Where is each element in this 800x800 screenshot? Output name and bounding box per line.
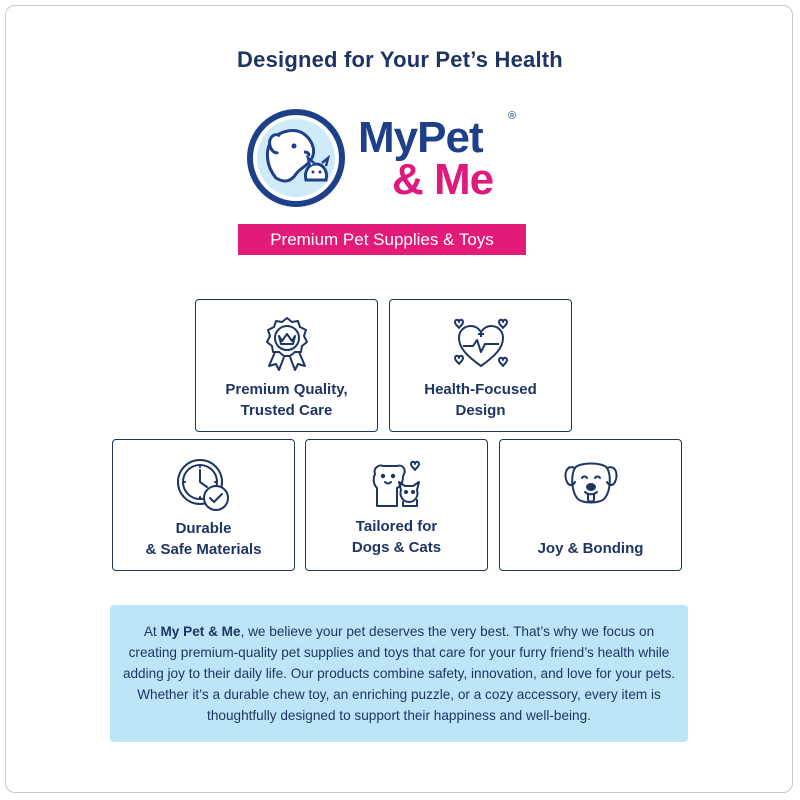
feature-label: Durable & Safe Materials bbox=[145, 520, 262, 558]
registered-mark: ® bbox=[508, 110, 517, 122]
award-ribbon-icon bbox=[257, 314, 317, 374]
heart-health-icon bbox=[451, 314, 511, 374]
brand-name-and-me: & Me bbox=[392, 155, 494, 204]
feature-label: Premium Quality, Trusted Care bbox=[225, 381, 348, 419]
feature-label: Joy & Bonding bbox=[537, 540, 644, 557]
feature-label: Health-Focused Design bbox=[424, 381, 537, 419]
feature-card-premium-quality bbox=[195, 299, 378, 432]
happy-dog-icon bbox=[561, 454, 621, 514]
dog-cat-icon bbox=[367, 454, 427, 514]
feature-card-health-focused bbox=[389, 299, 572, 432]
brand-logo bbox=[246, 108, 546, 208]
brand-description: At My Pet & Me, we believe your pet deserves the very best. That’s why we focus on creating premium-quality pet supplies and toys that care for your furry friend’s health while adding joy to their daily life. Our products combine safety, innovation, and love for your pets. Whether it’s a durable chew toy, an enriching puzzle, or a cozy accessory, every item is thoughtfully designed to support their happiness and well-being. bbox=[110, 605, 688, 742]
page-title: Designed for Your Pet’s Health bbox=[237, 47, 563, 72]
feature-label: Tailored for Dogs & Cats bbox=[351, 518, 442, 556]
brand-name-inline: My Pet & Me bbox=[160, 624, 241, 639]
clock-check-icon bbox=[174, 454, 234, 514]
pet-emblem-icon bbox=[246, 108, 346, 208]
brand-name-mypet: MyPet bbox=[358, 113, 483, 162]
feature-card-durable-safe bbox=[112, 439, 295, 571]
feature-card-joy-bonding bbox=[499, 439, 682, 571]
feature-card-dogs-cats bbox=[305, 439, 488, 571]
brand-tagline: Premium Pet Supplies & Toys bbox=[238, 224, 526, 255]
